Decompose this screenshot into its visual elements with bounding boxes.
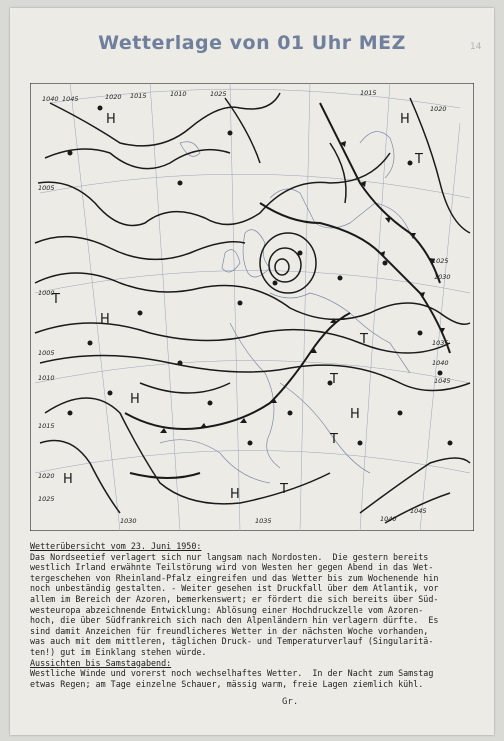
isobar-label: 1020 xyxy=(105,93,122,101)
isobar-label: 1005 xyxy=(38,349,55,357)
isobar-label: 1035 xyxy=(432,339,449,347)
high-pressure-marker: H xyxy=(350,407,360,422)
low-pressure-marker: T xyxy=(52,292,60,307)
isobar-label: 1010 xyxy=(38,374,55,382)
isobar-label: 1020 xyxy=(430,105,447,113)
low-pressure-marker: T xyxy=(415,152,423,167)
isobar-label: 1035 xyxy=(255,517,272,525)
isobar-label: 1025 xyxy=(38,495,55,503)
isobar-label: 1000 xyxy=(38,289,55,297)
signature: Gr. xyxy=(282,697,299,707)
isobar-label: 1030 xyxy=(434,273,451,281)
isobar-label: 1030 xyxy=(120,517,137,525)
high-pressure-marker: H xyxy=(106,112,116,127)
outlook-line: etwas Regen; am Tage einzelne Schauer, mässig warm, freie Lagen ziemlich kühl. xyxy=(30,678,424,689)
weather-report xyxy=(30,541,480,689)
isobar-label: 1025 xyxy=(432,257,449,265)
report-line: tergeschehen von Rheinland-Pfalz eingreifen und das Wetter bis zum Wochenende hin xyxy=(30,572,439,583)
isobar-label: 1040 xyxy=(380,515,397,523)
report-line: was auch mit dem mittleren, täglichen Druck- und Temperaturverlauf (Singularitä- xyxy=(30,636,434,647)
report-line: Das Nordseetief verlagert sich nur langsam nach Nordosten. Die gestern bereits xyxy=(30,551,429,562)
low-pressure-marker: T xyxy=(330,432,338,447)
corner-note: 14 xyxy=(470,42,482,52)
report-line: ten!) gut im Einklang stehen würde. xyxy=(30,646,207,657)
report-line: hoch, die über Südfrankreich sich nach den Alpenländern hin verlagern dürfte. Es xyxy=(30,615,439,626)
report-line: noch unbeständig gestalten. - Weiter gesehen ist Druckfall über dem Atlantik, vor xyxy=(30,583,439,594)
isobar-label: 1045 xyxy=(410,507,427,515)
map-title: Wetterlage von 01 Uhr MEZ xyxy=(98,32,406,54)
isobar-label: 1045 xyxy=(434,377,451,385)
isobar-label: 1010 xyxy=(170,90,187,98)
isobar-label: 1020 xyxy=(38,472,55,480)
low-pressure-marker: T xyxy=(360,332,368,347)
high-pressure-marker: H xyxy=(230,487,240,502)
isobar-label: 1015 xyxy=(38,422,55,430)
high-pressure-marker: H xyxy=(100,312,110,327)
high-pressure-marker: H xyxy=(63,472,73,487)
isobar-label: 1040 xyxy=(432,359,449,367)
weather-map xyxy=(30,83,474,531)
report-heading: Wetterübersicht vom 23. Juni 1950: xyxy=(30,541,202,551)
isobar-label: 1015 xyxy=(360,89,377,97)
high-pressure-marker: H xyxy=(130,392,140,407)
report-line: westlich Irland erwähnte Teilstörung wird von Westen her gegen Abend in das Wet- xyxy=(30,562,434,573)
report-line: sind damit Anzeichen für freundlicheres Wetter in der nächsten Woche vorhanden, xyxy=(30,625,429,636)
isobar-label: 1045 xyxy=(62,95,79,103)
isobar-label: 1025 xyxy=(210,90,227,98)
outlook-heading: Aussichten bis Samstagabend: xyxy=(30,657,172,668)
outlook-line: Westliche Winde und vorerst noch wechselhaftes Wetter. In der Nacht zum Samstag xyxy=(30,668,434,679)
report-line: allem im Bereich der Azoren, bemerkenswert; er fördert die sich bereits über Süd- xyxy=(30,593,439,604)
low-pressure-marker: T xyxy=(330,372,338,387)
isobar-label: 1015 xyxy=(130,92,147,100)
report-line: westeuropa abzeichnende Entwicklung: Ablösung einer Hochdruckzelle vom Azoren- xyxy=(30,604,424,615)
high-pressure-marker: H xyxy=(400,112,410,127)
isobar-label: 1040 xyxy=(42,95,59,103)
low-pressure-marker: T xyxy=(280,482,288,497)
isobar-label: 1005 xyxy=(38,184,55,192)
